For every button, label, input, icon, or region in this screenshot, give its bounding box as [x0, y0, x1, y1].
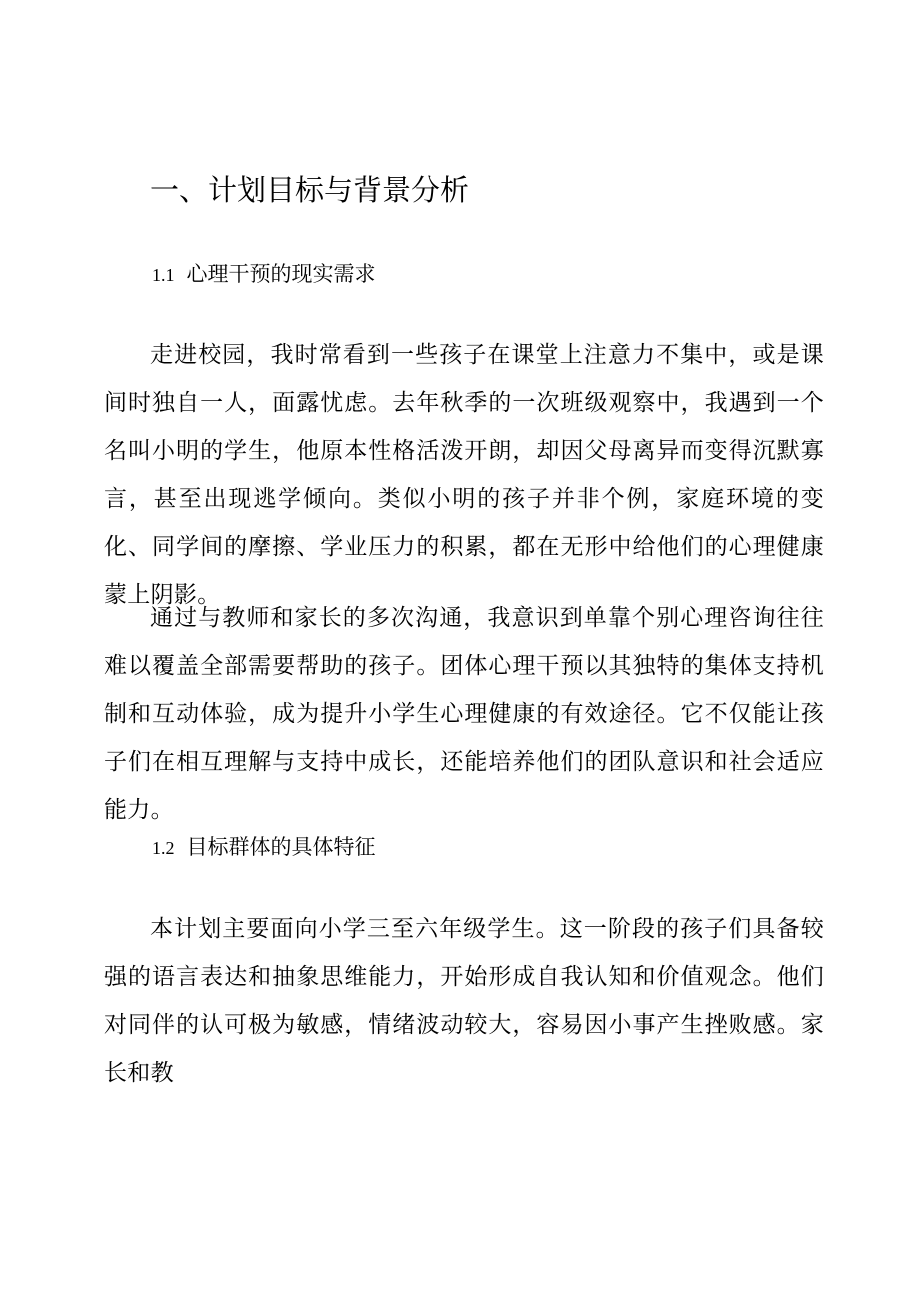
- paragraph: 通过与教师和家长的多次沟通，我意识到单靠个别心理咨询往往难以覆盖全部需要帮助的孩子。团体心理干预以其独特的集体支持机制和互动体验，成为提升小学生心理健康的有效途径。它不仅能让孩子们在相互理解与支持中成长，还能培养他们的团队意识和社会适应能力。: [104, 605, 824, 823]
- subsection-heading-1-1: [152, 258, 376, 291]
- subsection-number: 1.1: [152, 265, 175, 285]
- subsection-title: 心理干预的现实需求: [186, 262, 376, 286]
- section-heading-1: 一、计划目标与背景分析: [150, 173, 470, 207]
- subsection-heading-1-2: [152, 831, 376, 864]
- subsection-title: 目标群体的具体特征: [186, 835, 376, 859]
- subsection-number: 1.2: [152, 838, 175, 858]
- paragraph: 本计划主要面向小学三至六年级学生。这一阶段的孩子们具备较强的语言表达和抽象思维能力，开始形成自我认知和价值观念。他们对同伴的认可极为敏感，情绪波动较大，容易因小事产生挫败感。家长和教: [104, 916, 824, 1086]
- paragraph: 走进校园，我时常看到一些孩子在课堂上注意力不集中，或是课间时独自一人，面露忧虑。去年秋季的一次班级观察中，我遇到一个名叫小明的学生，他原本性格活泼开朗，却因父母离异而变得沉默寡言，甚至出现逃学倾向。类似小明的孩子并非个例，家庭环境的变化、同学间的摩擦、学业压力的积累，都在无形中给他们的心理健康蒙上阴影。: [104, 342, 824, 608]
